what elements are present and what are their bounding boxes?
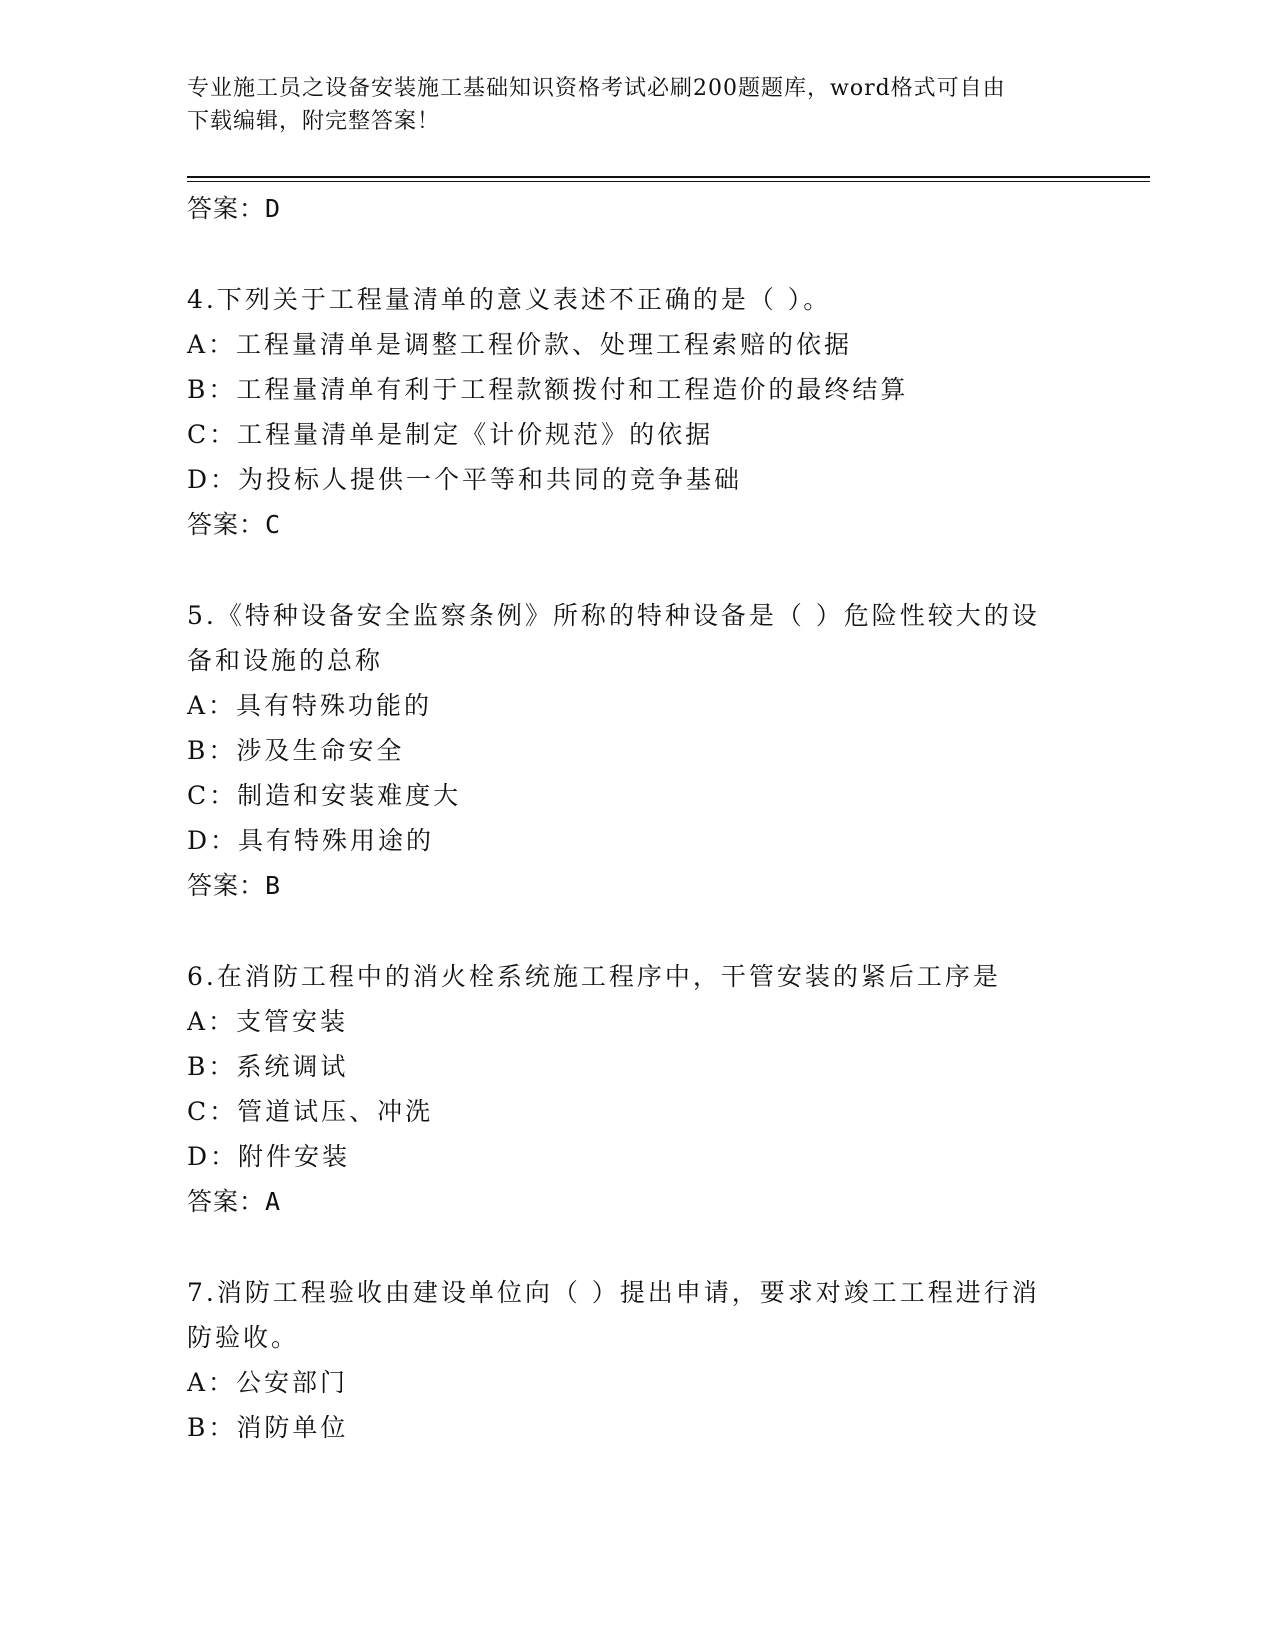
option-d: D：为投标人提供一个平等和共同的竞争基础: [187, 465, 743, 494]
question-stem-continued: 备和设施的总称: [187, 646, 384, 675]
question-5: [187, 593, 1087, 908]
option-a: A：工程量清单是调整工程价款、处理工程索赔的依据: [187, 330, 853, 359]
answer-previous: 答案：D: [187, 194, 282, 223]
answer-text: 答案：A: [187, 1187, 282, 1216]
option-b: B：工程量清单有利于工程款额拨付和工程造价的最终结算: [187, 375, 909, 404]
option-d: D：具有特殊用途的: [187, 826, 435, 855]
header-rule-thin: [187, 181, 1150, 182]
header-line-1: 专业施工员之设备安装施工基础知识资格考试必刷200题题库，word格式可自由: [187, 76, 1006, 101]
spacer: [187, 547, 1087, 593]
spacer: [187, 1224, 1087, 1270]
question-7: [187, 1270, 1087, 1450]
option-c: C：工程量清单是制定《计价规范》的依据: [187, 420, 714, 449]
document-header: [187, 72, 1067, 138]
spacer: [187, 908, 1087, 954]
spacer: [187, 231, 1087, 277]
option-a: A：具有特殊功能的: [187, 691, 433, 720]
question-stem: 7.消防工程验收由建设单位向（ ）提出申请，要求对竣工工程进行消: [187, 1278, 1040, 1307]
option-b: B：系统调试: [187, 1052, 349, 1081]
option-b: B：消防单位: [187, 1413, 349, 1442]
header-line-2: 下载编辑，附完整答案！: [187, 109, 441, 134]
option-d: D：附件安装: [187, 1142, 351, 1171]
answer-text: 答案：C: [187, 510, 282, 539]
header-rule-thick: [187, 176, 1150, 178]
option-b: B：涉及生命安全: [187, 736, 405, 765]
question-stem-continued: 防验收。: [187, 1323, 300, 1352]
question-stem: 4.下列关于工程量清单的意义表述不正确的是（ ）。: [187, 285, 832, 314]
answer-text: 答案：B: [187, 871, 282, 900]
option-a: A：公安部门: [187, 1368, 349, 1397]
option-a: A：支管安装: [187, 1007, 349, 1036]
option-c: C：制造和安装难度大: [187, 781, 462, 810]
question-list: [187, 186, 1087, 1450]
question-6: [187, 954, 1087, 1224]
option-c: C：管道试压、冲洗: [187, 1097, 434, 1126]
question-stem: 6.在消防工程中的消火栓系统施工程序中，干管安装的紧后工序是: [187, 962, 1001, 991]
question-stem: 5.《特种设备安全监察条例》所称的特种设备是（ ）危险性较大的设: [187, 601, 1040, 630]
question-4: [187, 277, 1087, 547]
